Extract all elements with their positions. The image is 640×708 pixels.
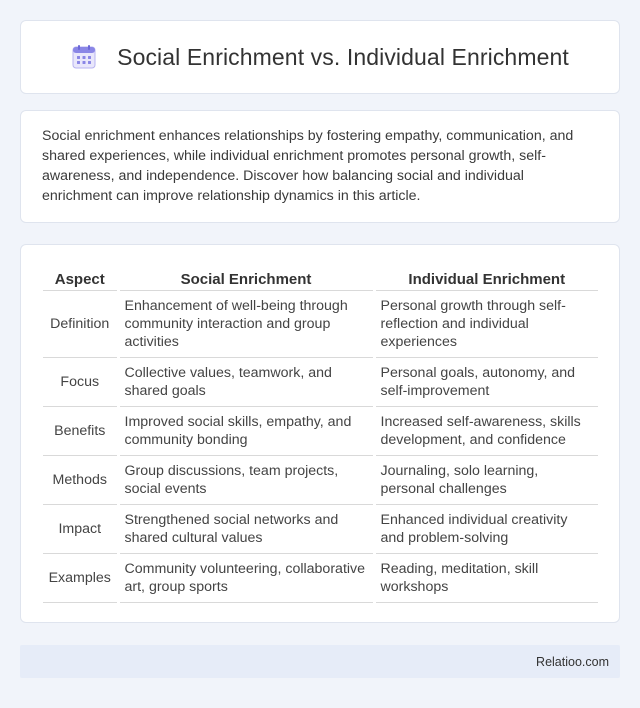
comparison-card [20, 244, 620, 623]
column-header: Individual Enrichment [374, 263, 598, 290]
social-cell: Improved social skills, empathy, and community bonding [118, 406, 374, 455]
table-row [43, 504, 598, 553]
social-cell: Group discussions, team projects, social events [118, 455, 374, 504]
page-title: Social Enrichment vs. Individual Enrichment [117, 43, 569, 70]
table-row [43, 406, 598, 455]
individual-cell: Reading, meditation, skill workshops [374, 553, 598, 602]
aspect-cell: Examples [43, 553, 118, 602]
table-row [43, 290, 598, 357]
table-header-row [43, 263, 598, 290]
intro-paragraph: Social enrichment enhances relationships by fostering empathy, communication, and shared experiences, while individual enrichment promotes personal growth, self-awareness, and independence. Discover how balancing social and individual enrichment can improve relationship dynamics in this article. [42, 128, 574, 204]
column-header: Aspect [43, 263, 118, 290]
aspect-cell: Definition [43, 290, 118, 357]
intro-card [20, 110, 620, 223]
individual-cell: Personal goals, autonomy, and self-improvement [374, 357, 598, 406]
aspect-cell: Benefits [43, 406, 118, 455]
individual-cell: Personal growth through self-reflection and individual experiences [374, 290, 598, 357]
calendar-grid-icon [71, 44, 97, 70]
social-cell: Community volunteering, collaborative art, group sports [118, 553, 374, 602]
social-cell: Enhancement of well-being through community interaction and group activities [118, 290, 374, 357]
individual-cell: Increased self-awareness, skills development, and confidence [374, 406, 598, 455]
comparison-table [43, 263, 598, 603]
table-row [43, 357, 598, 406]
column-header: Social Enrichment [118, 263, 374, 290]
footer [20, 645, 620, 678]
aspect-cell: Impact [43, 504, 118, 553]
table-row [43, 455, 598, 504]
table-row [43, 553, 598, 602]
title-card [20, 20, 620, 94]
individual-cell: Enhanced individual creativity and problem-solving [374, 504, 598, 553]
social-cell: Collective values, teamwork, and shared goals [118, 357, 374, 406]
footer-brand: Relatioo.com [536, 654, 609, 669]
aspect-cell: Focus [43, 357, 118, 406]
social-cell: Strengthened social networks and shared cultural values [118, 504, 374, 553]
aspect-cell: Methods [43, 455, 118, 504]
individual-cell: Journaling, solo learning, personal challenges [374, 455, 598, 504]
